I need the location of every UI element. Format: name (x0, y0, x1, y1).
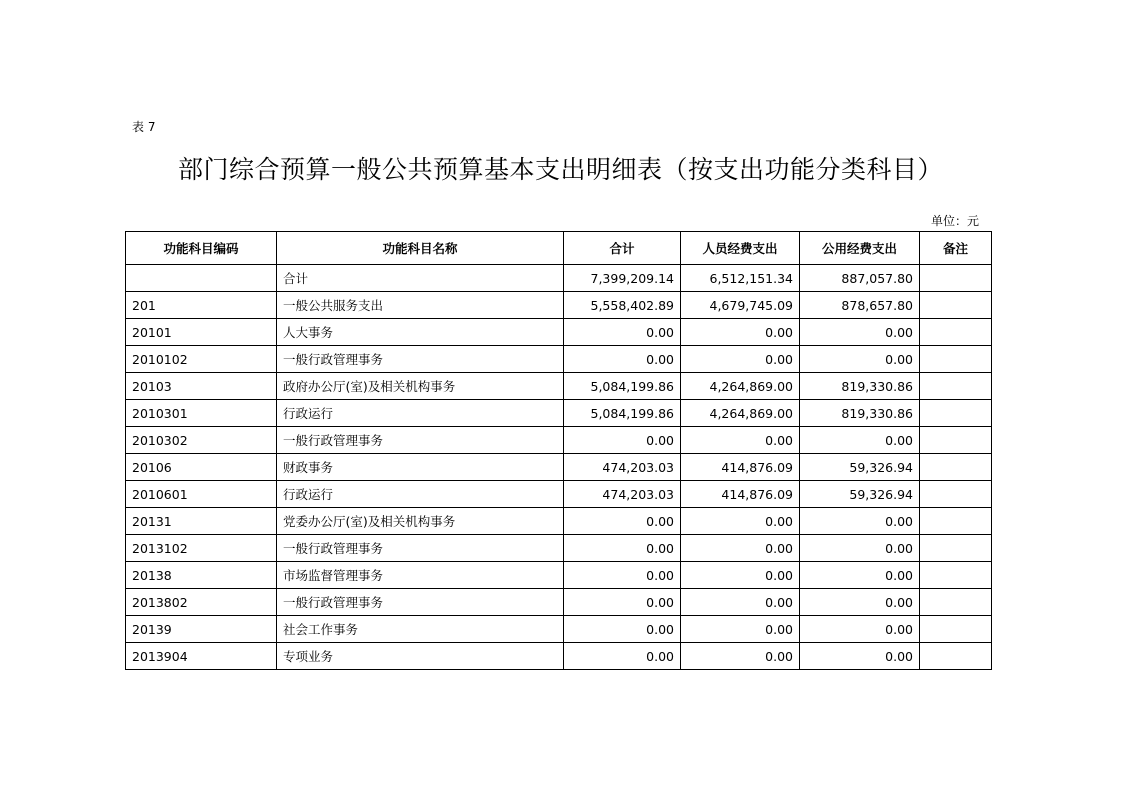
table-row (126, 643, 992, 670)
cell-public: 0.00 (800, 535, 920, 562)
cell-note (920, 292, 992, 319)
cell-total: 0.00 (564, 427, 681, 454)
cell-code: 20138 (126, 562, 277, 589)
cell-name: 人大事务 (277, 319, 564, 346)
cell-public: 887,057.80 (800, 265, 920, 292)
table-body (126, 265, 992, 670)
cell-name: 行政运行 (277, 481, 564, 508)
cell-code: 2013102 (126, 535, 277, 562)
cell-personnel: 4,264,869.00 (681, 373, 800, 400)
cell-note (920, 562, 992, 589)
cell-code: 201 (126, 292, 277, 319)
cell-personnel: 0.00 (681, 346, 800, 373)
cell-note (920, 481, 992, 508)
page-title: 部门综合预算一般公共预算基本支出明细表（按支出功能分类科目） (177, 155, 943, 184)
cell-code: 2010102 (126, 346, 277, 373)
cell-code: 20101 (126, 319, 277, 346)
cell-public: 59,326.94 (800, 454, 920, 481)
cell-public: 0.00 (800, 508, 920, 535)
cell-note (920, 427, 992, 454)
cell-personnel: 0.00 (681, 508, 800, 535)
cell-personnel: 0.00 (681, 589, 800, 616)
cell-total: 5,558,402.89 (564, 292, 681, 319)
cell-code: 20103 (126, 373, 277, 400)
cell-name: 政府办公厅(室)及相关机构事务 (277, 373, 564, 400)
table-row (126, 535, 992, 562)
table-row (126, 481, 992, 508)
cell-public: 0.00 (800, 589, 920, 616)
cell-name: 一般公共服务支出 (277, 292, 564, 319)
table-row (126, 400, 992, 427)
cell-note (920, 346, 992, 373)
cell-code: 2013904 (126, 643, 277, 670)
table-row (126, 454, 992, 481)
column-header-code: 功能科目编码 (126, 232, 277, 265)
cell-total: 0.00 (564, 562, 681, 589)
cell-note (920, 616, 992, 643)
table-header-row (126, 232, 992, 265)
cell-note (920, 508, 992, 535)
cell-note (920, 373, 992, 400)
cell-total: 0.00 (564, 508, 681, 535)
cell-public: 819,330.86 (800, 373, 920, 400)
table-row (126, 292, 992, 319)
cell-total: 474,203.03 (564, 481, 681, 508)
cell-personnel: 0.00 (681, 427, 800, 454)
cell-personnel: 0.00 (681, 616, 800, 643)
cell-personnel: 0.00 (681, 535, 800, 562)
unit-label: 单位：元 (930, 214, 979, 228)
cell-total: 0.00 (564, 535, 681, 562)
cell-public: 0.00 (800, 616, 920, 643)
cell-name: 一般行政管理事务 (277, 427, 564, 454)
table-row (126, 616, 992, 643)
cell-note (920, 265, 992, 292)
table-row (126, 319, 992, 346)
cell-personnel: 0.00 (681, 562, 800, 589)
column-header-name: 功能科目名称 (277, 232, 564, 265)
cell-code: 20131 (126, 508, 277, 535)
cell-name: 财政事务 (277, 454, 564, 481)
cell-public: 0.00 (800, 319, 920, 346)
cell-note (920, 643, 992, 670)
table-label: 表 7 (132, 120, 156, 134)
cell-name: 行政运行 (277, 400, 564, 427)
cell-note (920, 535, 992, 562)
cell-note (920, 454, 992, 481)
column-header-note: 备注 (920, 232, 992, 265)
cell-total: 0.00 (564, 589, 681, 616)
cell-name: 一般行政管理事务 (277, 346, 564, 373)
cell-personnel: 4,679,745.09 (681, 292, 800, 319)
cell-name: 一般行政管理事务 (277, 589, 564, 616)
cell-code: 2010301 (126, 400, 277, 427)
cell-name: 市场监督管理事务 (277, 562, 564, 589)
cell-code (126, 265, 277, 292)
cell-name: 社会工作事务 (277, 616, 564, 643)
budget-table (125, 231, 992, 670)
cell-total: 0.00 (564, 346, 681, 373)
cell-total: 474,203.03 (564, 454, 681, 481)
cell-code: 20139 (126, 616, 277, 643)
cell-code: 20106 (126, 454, 277, 481)
cell-total: 5,084,199.86 (564, 400, 681, 427)
cell-personnel: 0.00 (681, 643, 800, 670)
cell-code: 2010302 (126, 427, 277, 454)
cell-personnel: 414,876.09 (681, 481, 800, 508)
cell-name: 专项业务 (277, 643, 564, 670)
table-row (126, 373, 992, 400)
table-row (126, 346, 992, 373)
cell-note (920, 400, 992, 427)
cell-note (920, 589, 992, 616)
cell-public: 0.00 (800, 346, 920, 373)
cell-public: 0.00 (800, 427, 920, 454)
cell-total: 7,399,209.14 (564, 265, 681, 292)
cell-total: 0.00 (564, 319, 681, 346)
column-header-public: 公用经费支出 (800, 232, 920, 265)
cell-code: 2010601 (126, 481, 277, 508)
cell-total: 0.00 (564, 616, 681, 643)
cell-public: 819,330.86 (800, 400, 920, 427)
cell-total: 5,084,199.86 (564, 373, 681, 400)
table-row (126, 508, 992, 535)
table-row (126, 589, 992, 616)
cell-public: 0.00 (800, 643, 920, 670)
cell-public: 878,657.80 (800, 292, 920, 319)
cell-personnel: 6,512,151.34 (681, 265, 800, 292)
cell-code: 2013802 (126, 589, 277, 616)
cell-personnel: 4,264,869.00 (681, 400, 800, 427)
table-row (126, 427, 992, 454)
cell-personnel: 0.00 (681, 319, 800, 346)
cell-public: 0.00 (800, 562, 920, 589)
table-row (126, 562, 992, 589)
column-header-personnel: 人员经费支出 (681, 232, 800, 265)
cell-personnel: 414,876.09 (681, 454, 800, 481)
cell-public: 59,326.94 (800, 481, 920, 508)
cell-name: 合计 (277, 265, 564, 292)
cell-name: 一般行政管理事务 (277, 535, 564, 562)
table-row (126, 265, 992, 292)
cell-name: 党委办公厅(室)及相关机构事务 (277, 508, 564, 535)
column-header-total: 合计 (564, 232, 681, 265)
cell-total: 0.00 (564, 643, 681, 670)
cell-note (920, 319, 992, 346)
